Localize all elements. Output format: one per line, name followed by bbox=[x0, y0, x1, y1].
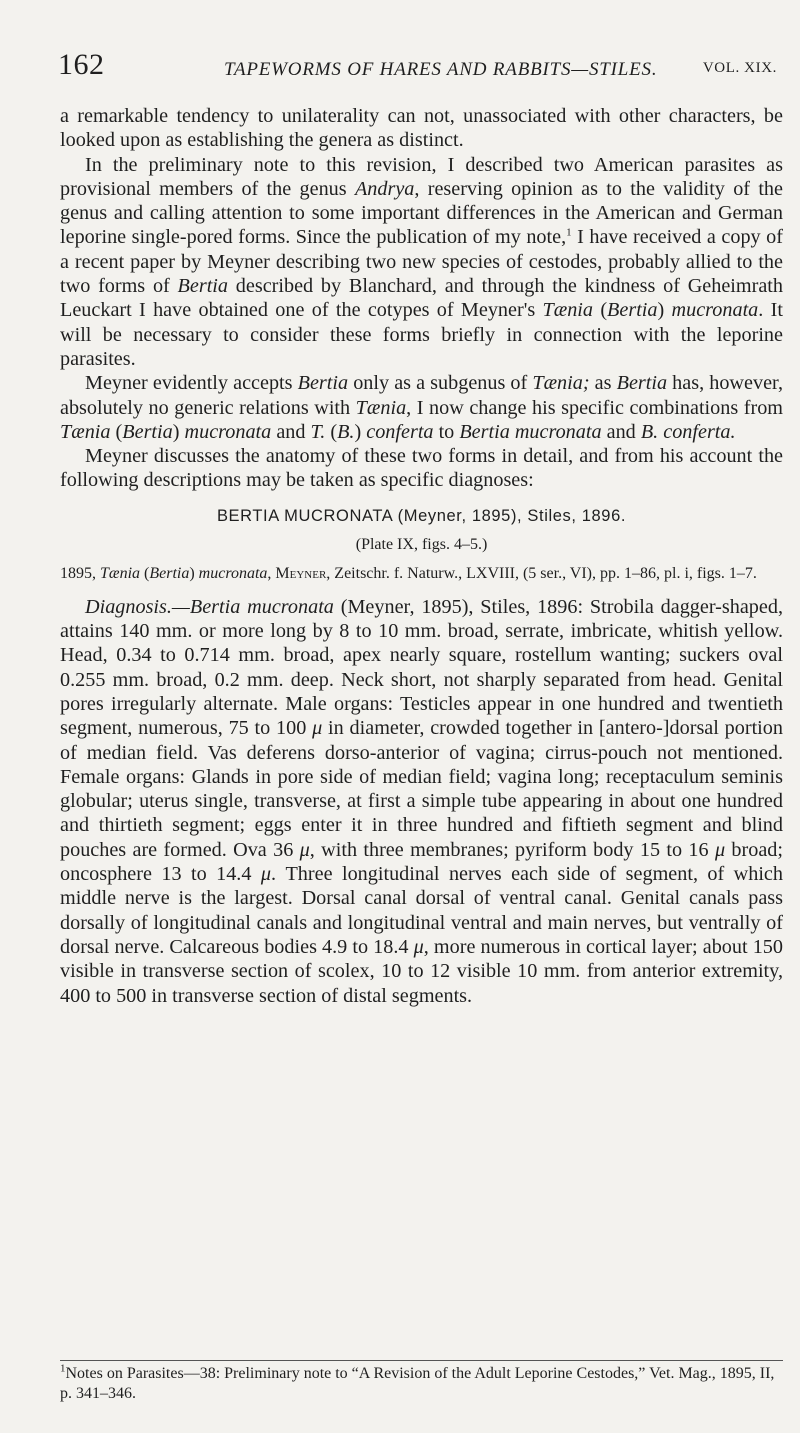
citation-source: , Zeitschr. f. Naturw., LXVIII, (5 ser., VI), pp. 1–86, pl. i, figs. 1–7. bbox=[326, 564, 757, 582]
p2-species-mucronata: mucronata bbox=[671, 299, 759, 322]
p3-genus-abbrev-t: T. bbox=[310, 420, 326, 443]
p3-text-g: ) bbox=[172, 420, 185, 443]
p3-binomial-bertia-mucronata: Bertia mucronata bbox=[459, 420, 602, 443]
citation-genus-taenia: Tænia bbox=[100, 564, 141, 582]
micron-symbol: μ bbox=[413, 935, 424, 958]
citation-genus-bertia: Bertia bbox=[149, 564, 190, 582]
p3-genus-taenia-3: Tænia bbox=[60, 420, 111, 443]
p2-text-b: , reserving opinion as to the validity of the genus and calling attention to some important differences in the American and German leporine single-pored forms. Since the publication of my note, bbox=[60, 177, 783, 249]
species-heading: BERTIA MUCRONATA (Meyner, 1895), Stiles, 1896. bbox=[216, 506, 627, 525]
paragraph-4 bbox=[60, 444, 783, 493]
p1-text: a remarkable tendency to unilaterality can not, unassociated with other characters, be looked upon as establishing the genera as distinct. bbox=[60, 105, 783, 152]
p2-genus-bertia-2: Bertia bbox=[607, 299, 658, 322]
p2-genus-taenia: Tænia bbox=[542, 299, 594, 322]
citation-text-d: , bbox=[267, 564, 276, 582]
p2-text-c: I have received a copy of a recent paper by Meyner describing two new species of cestodes, probably allied to the two forms of bbox=[60, 226, 783, 298]
paragraph-1 bbox=[60, 104, 783, 153]
citation-text-b: ( bbox=[140, 564, 150, 582]
footnote bbox=[60, 1360, 783, 1404]
p3-text-c: as bbox=[589, 372, 617, 395]
p3-text-l: and bbox=[601, 420, 641, 443]
diagnosis-text-a: (Meyner, 1895), Stiles, 1896: Strobila dagger-shaped, attains 140 mm. or more long by 8 to 10 mm. broad, serrate, imbricate, whitish yellow. Head, 0.34 to 0.714 mm. broad, apex nearly square, rostellum wanting; suckers oval 0.255 mm. broad, 0.2 mm. deep. Neck short, not sharply separated from head. Genital pores irregularly alternate. Male organs: Testicles appear in one hundred and twentieth segment, numerous, 75 to 100 bbox=[60, 595, 783, 740]
p2-text-f: ) bbox=[657, 299, 672, 322]
p3-text-f: ( bbox=[110, 420, 123, 443]
p2-text-d: described by Blanchard, and through the kindness of Geheimrath Leuckart I have obtained one of the cotypes of Meyner's bbox=[60, 275, 783, 322]
citation-species: mucronata bbox=[198, 564, 268, 582]
diagnosis-text-e: . Three longitudinal nerves each side of segment, of which middle nerve is the largest. Dorsal canal dorsal of ventral canal. Genital canals pass dorsally of longitudinal canals and longitudinal ventral and main nerves, but ventrally of dorsal nerve. Calcareous bodies 4.9 to 18.4 bbox=[60, 863, 783, 958]
p3-binomial-b-conferta: B. conferta. bbox=[640, 420, 736, 443]
p3-genus-bertia: Bertia bbox=[297, 372, 349, 395]
p2-text-a: In the preliminary note to this revision, I described two American parasites as provisional members of the genus bbox=[60, 153, 783, 200]
diagnosis-text-b: in diameter, crowded together in [antero-]dorsal portion of median field. Vas deferens dorso-anterior of vagina; cirrus-pouch not mentioned. Female organs: Glands in pore side of median field; vagina long; receptaculum seminis globular; uterus single, transverse, at first a simple tube appearing in about one hundred and thirtieth segment; eggs enter it in three hundred and fiftieth segment and blind pouches are formed. Ova 36 bbox=[60, 717, 783, 861]
p3-text-j: ) bbox=[354, 420, 367, 443]
running-title: TAPEWORMS OF HARES AND RABBITS—STILES. bbox=[224, 59, 658, 80]
citation-author: Meyner bbox=[275, 564, 327, 582]
p3-genus-taenia: Tænia; bbox=[532, 372, 590, 395]
micron-symbol: μ bbox=[714, 838, 726, 861]
body-text bbox=[60, 104, 783, 1008]
p3-text-i: ( bbox=[325, 420, 338, 443]
micron-symbol: μ bbox=[260, 863, 271, 886]
page-header bbox=[58, 48, 793, 90]
diagnosis-text-f: , more numerous in cortical layer; about 150 visible in transverse section of scolex, 10 to 12 visible 10 mm. from anterior extremity, 400 to 500 in transverse section of distal segments. bbox=[60, 935, 783, 1007]
diagnosis-text-c: , with three membranes; pyriform body 15 to 16 bbox=[309, 838, 715, 861]
micron-symbol: μ bbox=[299, 838, 310, 861]
footnote-text: Notes on Parasites—38: Preliminary note to “A Revision of the Adult Leporine Cestodes,” Vet. Mag., 1895, II, p. 341–346. bbox=[60, 1365, 775, 1402]
micron-symbol: μ bbox=[312, 717, 323, 740]
p3-text-a: Meyner evidently accepts bbox=[85, 372, 298, 395]
paragraph-2 bbox=[60, 153, 783, 372]
paragraph-3 bbox=[60, 371, 783, 444]
page-number: 162 bbox=[58, 48, 105, 81]
p3-genus-bertia-3: Bertia bbox=[122, 420, 173, 443]
p3-genus-bertia-2: Bertia bbox=[616, 372, 668, 395]
p3-text-e: , I now change his specific combinations from bbox=[406, 396, 783, 419]
p3-text-k: to bbox=[433, 420, 460, 443]
p2-text-e: ( bbox=[593, 299, 608, 322]
bibliographic-citation bbox=[60, 564, 783, 584]
diagnosis-text-d: broad; oncosphere 13 to 14.4 bbox=[60, 838, 784, 886]
plate-reference: (Plate IX, figs. 4–5.) bbox=[355, 535, 488, 553]
p3-genus-taenia-2: Tænia bbox=[355, 396, 407, 419]
p2-genus-andrya: Andrya bbox=[354, 177, 415, 200]
p3-text-b: only as a subgenus of bbox=[348, 372, 533, 395]
citation-year: 1895, bbox=[60, 564, 100, 582]
p3-text-h: and bbox=[271, 420, 311, 443]
p3-genus-abbrev-b: B. bbox=[337, 420, 355, 443]
diagnosis-label: Diagnosis.—Bertia mucronata bbox=[85, 595, 334, 618]
volume-label: VOL. XIX. bbox=[702, 60, 777, 76]
p3-text-d: has, however, absolutely no generic relations with bbox=[60, 372, 783, 419]
citation-text-c: ) bbox=[189, 564, 199, 582]
p2-genus-bertia: Bertia bbox=[177, 275, 229, 298]
p3-species-conferta: conferta bbox=[366, 420, 434, 443]
footnote-reference[interactable]: 1 bbox=[566, 226, 572, 239]
diagnosis-paragraph bbox=[60, 595, 783, 1008]
footnote-mark: 1 bbox=[60, 1362, 66, 1375]
p3-species-mucronata: mucronata bbox=[184, 420, 272, 443]
p2-text-g: . It will be necessary to consider these forms briefly in connection with the leporine parasites. bbox=[60, 299, 783, 370]
p4-text: Meyner discusses the anatomy of these two forms in detail, and from his account the following descriptions may be taken as specific diagnoses: bbox=[60, 445, 783, 492]
